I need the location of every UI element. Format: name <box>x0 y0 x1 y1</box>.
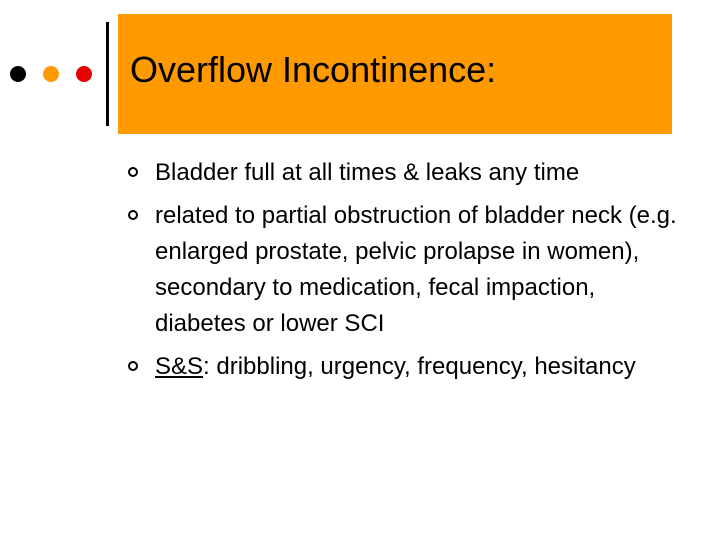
bullet-item <box>128 349 688 385</box>
bullet-item <box>128 155 688 191</box>
title-divider-line <box>106 22 109 126</box>
bullet-item <box>128 198 688 342</box>
bullet-text: related to partial obstruction of bladder neck (e.g. enlarged prostate, pelvic prolapse in women), secondary to medication, fecal impaction, diabetes or lower SCI <box>155 202 677 337</box>
title-band <box>118 14 672 134</box>
hollow-circle-bullet-icon <box>128 167 138 177</box>
orange-dot-icon <box>43 66 59 82</box>
bullet-list <box>128 155 688 392</box>
black-dot-icon <box>10 66 26 82</box>
bullet-label-underlined: S&S <box>155 353 204 380</box>
hollow-circle-bullet-icon <box>128 361 138 371</box>
decorative-dots <box>10 66 109 82</box>
hollow-circle-bullet-icon <box>128 210 138 220</box>
red-dot-icon <box>76 66 92 82</box>
slide-title: Overflow Incontinence: <box>130 49 497 90</box>
bullet-text: Bladder full at all times & leaks any time <box>155 159 580 186</box>
bullet-text: : dribbling, urgency, frequency, hesitancy <box>203 353 636 380</box>
